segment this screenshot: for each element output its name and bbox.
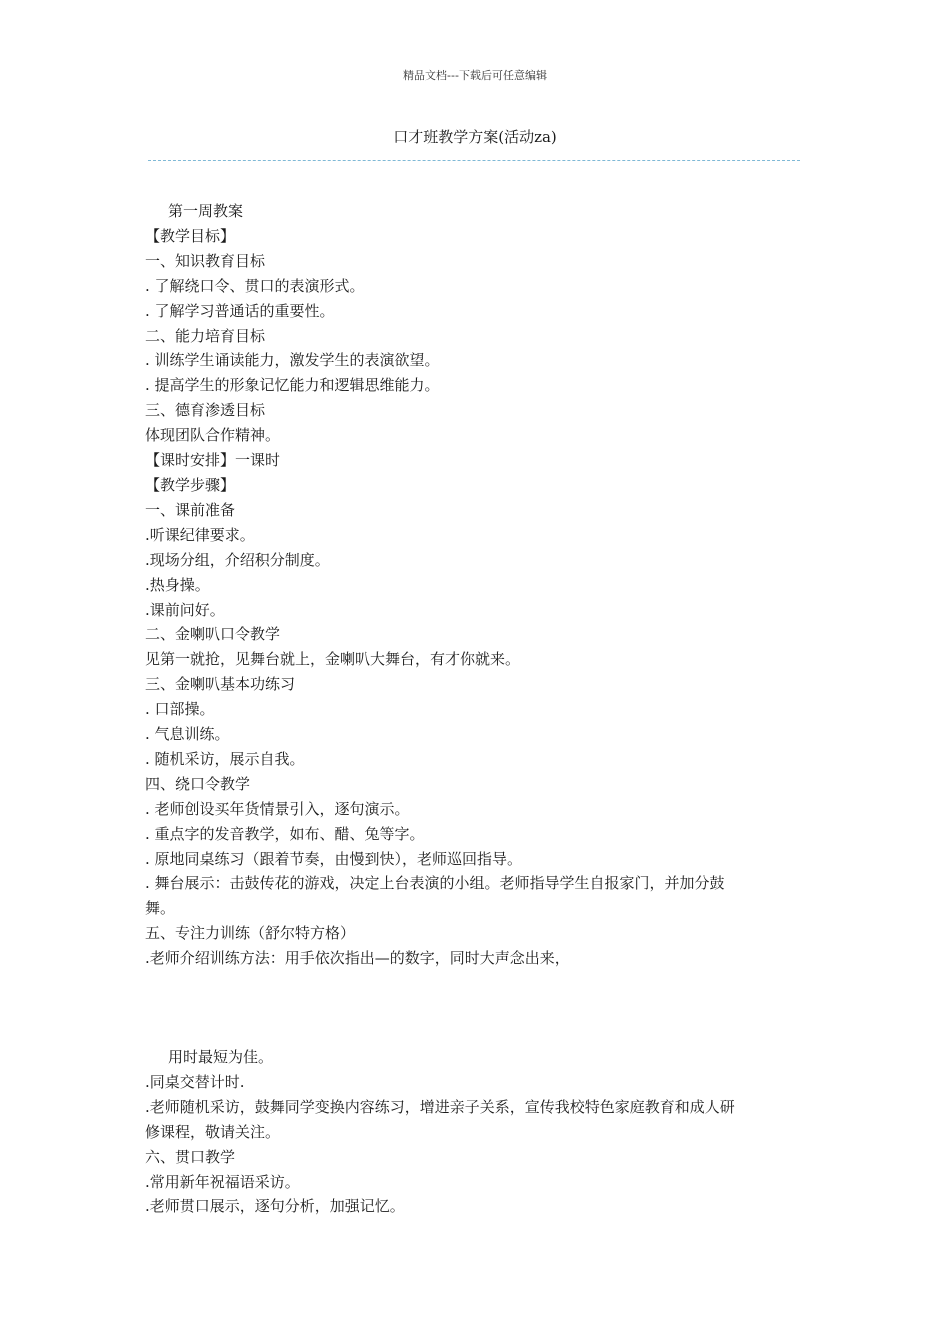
text-line: . 舞台展示：击鼓传花的游戏，决定上台表演的小组。老师指导学生自报家门，并加分鼓	[145, 874, 725, 893]
subheading-ability: 二、能力培育目标	[145, 326, 266, 345]
text-line: . 了解绕口令、贯口的表演形式。	[145, 276, 365, 295]
text-line: 修课程，敬请关注。	[145, 1122, 281, 1141]
subheading-basics: 三、金喇叭基本功练习	[145, 675, 296, 694]
text-line: 见第一就抢，见舞台就上，金喇叭大舞台，有才你就来。	[145, 650, 521, 669]
text-line: . 气息训练。	[145, 725, 230, 744]
section-heading-schedule: 【课时安排】一课时	[145, 451, 281, 470]
text-line: .听课纪律要求。	[145, 525, 255, 544]
week-heading: 第一周教案	[168, 202, 244, 220]
subheading-slogan: 二、金喇叭口令教学	[145, 625, 281, 644]
subheading-tongue-twister: 四、绕口令教学	[145, 774, 251, 793]
text-line: . 训练学生诵读能力，激发学生的表演欲望。	[145, 351, 440, 370]
subheading-focus-training: 五、专注力训练（舒尔特方格）	[145, 924, 356, 943]
text-line: . 随机采访，展示自我。	[145, 749, 305, 768]
text-line: 舞。	[145, 899, 176, 918]
text-line: 体现团队合作精神。	[145, 426, 281, 445]
text-line: . 口部操。	[145, 700, 215, 719]
title-divider	[148, 160, 800, 161]
text-line: .现场分组，介绍积分制度。	[145, 550, 330, 569]
text-line: .常用新年祝福语采访。	[145, 1172, 300, 1191]
text-line: .热身操。	[145, 575, 210, 594]
text-line: . 老师创设买年货情景引入，逐句演示。	[145, 799, 410, 818]
text-line: .课前问好。	[145, 600, 225, 619]
body-text-section-2	[145, 1045, 810, 1219]
text-line: . 了解学习普通话的重要性。	[145, 301, 335, 320]
section-heading-steps: 【教学步骤】	[145, 475, 236, 494]
text-line: . 提高学生的形象记忆能力和逻辑思维能力。	[145, 376, 440, 395]
text-line: .老师介绍训练方法：用手依次指出—的数字，同时大声念出来，	[145, 949, 570, 968]
subheading-preparation: 一、课前准备	[145, 500, 236, 519]
body-text-section-1	[145, 199, 810, 971]
text-line: .老师随机采访，鼓舞同学变换内容练习，增进亲子关系，宣传我校特色家庭教育和成人研	[145, 1097, 735, 1116]
text-line: .老师贯口展示，逐句分析，加强记忆。	[145, 1197, 405, 1216]
section-heading-objectives: 【教学目标】	[145, 226, 236, 245]
text-line: . 重点字的发音教学，如布、醋、兔等字。	[145, 824, 425, 843]
page-header-note: 精品文档---下载后可任意编辑	[403, 69, 547, 82]
subheading-moral: 三、德育渗透目标	[145, 401, 266, 420]
text-line: .同桌交替计时.	[145, 1072, 245, 1091]
text-line: 用时最短为佳。	[168, 1048, 274, 1066]
subheading-knowledge: 一、知识教育目标	[145, 251, 266, 270]
document-title: 口才班教学方案(活动za)	[393, 128, 557, 146]
text-line: . 原地同桌练习（跟着节奏，由慢到快），老师巡回指导。	[145, 849, 523, 868]
subheading-recitation: 六、贯口教学	[145, 1147, 236, 1166]
